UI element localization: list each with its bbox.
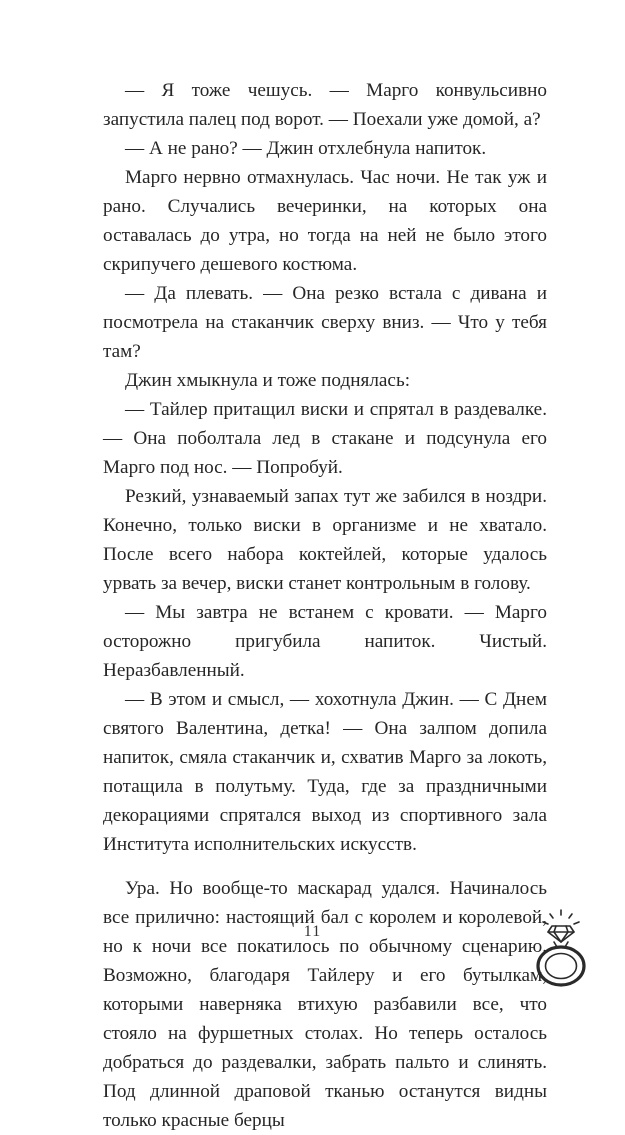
paragraph: — Мы завтра не встанем с кровати. — Марго осторожно пригубила напиток. Чистый. Неразбавленный.	[103, 602, 547, 681]
ring-icon	[532, 908, 590, 988]
paragraph: — Да плевать. — Она резко встала с дивана и посмотрела на стаканчик сверху вниз. — Что у тебя там?	[103, 283, 547, 362]
paragraph: — Тайлер притащил виски и спрятал в раздевалке. — Она поболтала лед в стакане и подсунула его Марго под нос. — Попробуй.	[103, 399, 547, 478]
paragraph: — Я тоже чешусь. — Марго конвульсивно запустила палец под ворот. — Поехали уже домой, а?	[103, 80, 547, 130]
page-number: 11	[303, 923, 322, 940]
paragraph: — А не рано? — Джин отхлебнула напиток.	[125, 138, 487, 159]
paragraph: Марго нервно отмахнулась. Час ночи. Не так уж и рано. Случались вечеринки, на которых она оставалась до утра, но тогда на ней не было этого скрипучего дешевого костюма.	[103, 167, 547, 275]
body-text	[103, 76, 547, 1135]
paragraph: Джин хмыкнула и тоже поднялась:	[125, 370, 411, 391]
paragraph: Ура. Но вообще-то маскарад удался. Начиналось все прилично: настоящий бал с королем и королевой, но к ночи все покатилось по обычному сценарию. Возможно, благодаря Тайлеру и его бутылкам, которыми наверняка втихую разбавили все, что стояло на фуршетных столах. Но теперь осталось добраться до раздевалки, забрать пальто и слинять. Под длинной драповой тканью останутся видны только красные берцы	[103, 878, 547, 1131]
paragraph: Резкий, узнаваемый запах тут же забился в ноздри. Конечно, только виски в организме и не хватало. После всего набора коктейлей, которые удалось урвать за вечер, виски станет контрольным в голову.	[103, 486, 547, 594]
paragraph: — В этом и смысл, — хохотнула Джин. — С Днем святого Валентина, детка! — Она залпом допила напиток, смяла стаканчик и, схватив Марго за локоть, потащила в полутьму. Туда, где за праздничными декорациями спрятался выход из спортивного зала Института исполнительских искусств.	[103, 689, 547, 855]
